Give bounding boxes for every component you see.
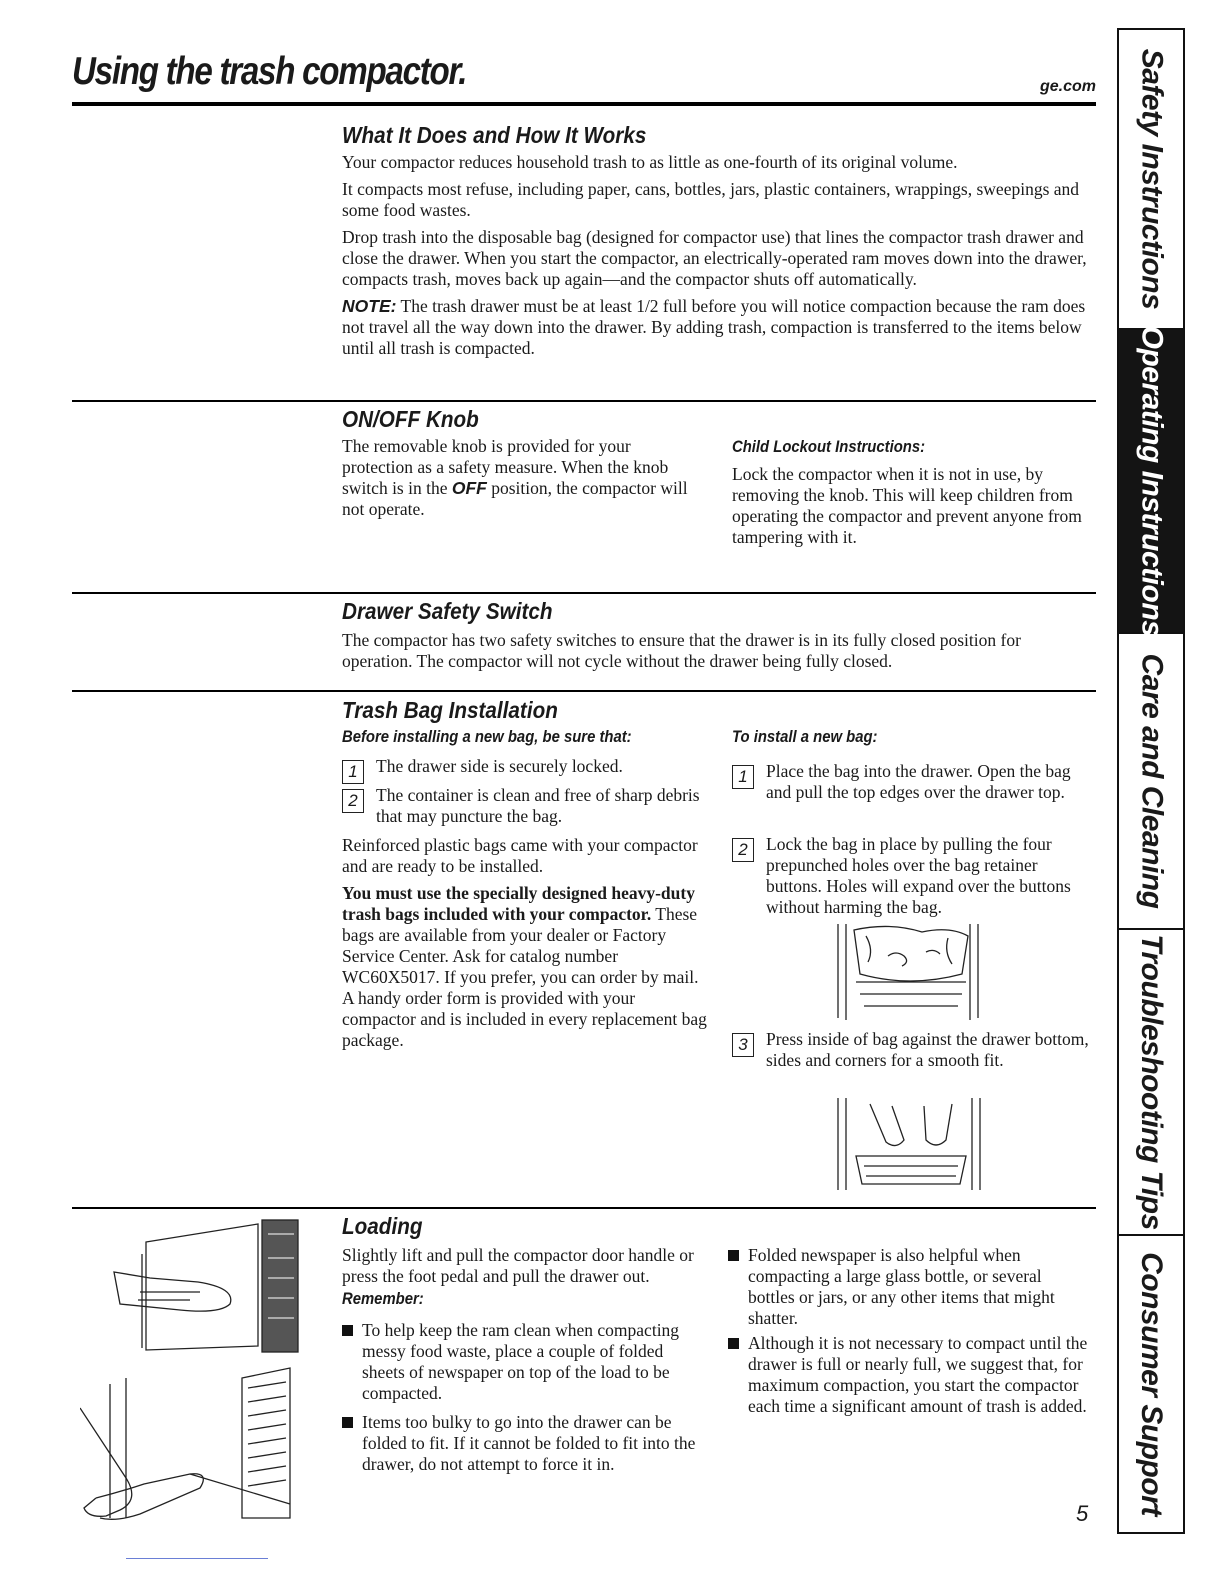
drawer-switch-body — [342, 630, 1094, 672]
site-url[interactable]: ge.com — [1040, 78, 1097, 95]
child-lockout-body — [732, 464, 1092, 548]
knob-body — [342, 436, 694, 520]
knob-text: The removable knob is provided for your protection as a safety measure. When the knob switch is in the OFF position, the compactor will not operate. — [342, 436, 688, 519]
note-label: NOTE: — [342, 296, 397, 316]
tab-consumer-support[interactable]: Consumer Support — [1135, 1252, 1169, 1516]
section-divider — [72, 592, 1096, 594]
what-it-does-body — [342, 152, 1094, 359]
step-number: 3 — [732, 1033, 754, 1057]
off-label: OFF — [451, 478, 487, 498]
page-number: 5 — [1076, 1501, 1089, 1526]
install-step-1: 1 Place the bag into the drawer. Open the bag and pull the top edges over the drawer top. — [732, 757, 1092, 803]
reinforced-text: Reinforced plastic bags came with your compactor and are ready to be installed. — [342, 835, 698, 876]
loading-left-body — [342, 1245, 704, 1475]
section-heading-loading: Loading — [342, 1213, 423, 1239]
install-heading: To install a new bag: — [732, 728, 878, 746]
step-number: 1 — [732, 765, 754, 789]
section-heading-knob: ON/OFF Knob — [342, 406, 479, 432]
install-step-3: 3 Press inside of bag against the drawer bottom, sides and corners for a smooth fit. — [732, 1025, 1092, 1071]
section-tabs — [1117, 28, 1185, 1534]
list-item: Folded newspaper is also helpful when compacting a large glass bottle, or several bottles or jars, or any other items that might shatter. — [728, 1245, 1090, 1329]
section-heading-what-it-does: What It Does and How It Works — [342, 122, 647, 148]
step-number: 1 — [342, 760, 364, 784]
loading-illustration — [80, 1218, 306, 1528]
tab-care-and-cleaning[interactable]: Care and Cleaning — [1119, 634, 1183, 930]
before-installing-heading: Before installing a new bag, be sure that: — [342, 728, 632, 746]
bag-install-illustration — [830, 922, 992, 1022]
what-para-3: Drop trash into the disposable bag (designed for compactor use) that lines the compactor trash drawer and close the drawer. When you start the compactor, an electrically-operated ram moves down into the drawer, compacts trash, moves back up again—and the compactor shuts off automatically. — [342, 227, 1087, 289]
bag-press-illustration — [830, 1096, 992, 1192]
must-use-text: You must use the specially designed heavy-duty trash bags included with your compactor. These bags are available from your dealer or Factory Service Center. Ask for catalog number WC60X5017. If you prefer, you can order by mail. A handy order form is provided with your compactor and is included in every replacement bag package. — [342, 883, 707, 1050]
loading-right-body — [728, 1245, 1090, 1417]
list-item: Items too bulky to go into the drawer can be folded to fit. If it cannot be folded to fit into the drawer, do not attempt to force it in. — [342, 1412, 704, 1475]
step-number: 2 — [342, 789, 364, 813]
install-step-2: 2 Lock the bag in place by pulling the four prepunched holes over the bag retainer buttons. Holes will expand over the buttons without harming the bag. — [732, 830, 1092, 918]
list-item: To help keep the ram clean when compacting messy food waste, place a couple of folded sheets of newspaper on top of the load to be compacted. — [342, 1320, 704, 1404]
child-lockout-text: Lock the compactor when it is not in use, by removing the knob. This will keep children from operating the compactor and prevent anyone from tampering with it. — [732, 464, 1082, 547]
section-heading-bag: Trash Bag Installation — [342, 697, 558, 723]
section-divider — [72, 400, 1096, 402]
tab-troubleshooting-tips[interactable]: Troubleshooting Tips — [1119, 930, 1183, 1236]
section-heading-drawer-switch: Drawer Safety Switch — [342, 598, 553, 624]
before-step: 2 The container is clean and free of sharp debris that may puncture the bag. — [342, 785, 712, 827]
remember-label: Remember: — [342, 1290, 424, 1308]
must-use-bold: You must use the specially designed heavy-duty trash bags included with your compactor. — [342, 883, 695, 924]
what-para-1: Your compactor reduces household trash to as little as one-fourth of its original volume. — [342, 152, 958, 172]
page-title: Using the trash compactor. — [72, 50, 467, 93]
section-divider — [72, 1207, 1096, 1209]
before-installing-body — [342, 752, 712, 1051]
header-rule — [72, 102, 1096, 106]
step-number: 2 — [732, 838, 754, 862]
section-divider — [72, 690, 1096, 692]
drawer-switch-text: The compactor has two safety switches to ensure that the drawer is in its fully closed position for operation. The compactor will not cycle without the drawer being fully closed. — [342, 630, 1021, 671]
loading-intro: Slightly lift and pull the compactor door handle or press the foot pedal and pull the drawer out. — [342, 1245, 694, 1286]
what-note — [342, 296, 1094, 359]
list-item: Although it is not necessary to compact until the drawer is full or nearly full, we suggest that, for maximum compaction, you start the compactor each time a significant amount of trash is added. — [728, 1333, 1090, 1417]
footer-link-underline — [126, 1558, 268, 1559]
what-para-2: It compacts most refuse, including paper, cans, bottles, jars, plastic containers, wrappings, sweepings and some food wastes. — [342, 179, 1080, 220]
before-step: 1 The drawer side is securely locked. — [342, 756, 712, 777]
tab-operating-instructions[interactable]: Operating Instructions — [1119, 330, 1183, 634]
note-text: The trash drawer must be at least 1/2 full before you will notice compaction because the ram does not travel all the way down into the drawer. By adding trash, compaction is transferred to the items below until all trash is compacted. — [342, 296, 1086, 358]
child-lockout-heading: Child Lockout Instructions: — [732, 438, 926, 456]
tab-safety-instructions[interactable]: Safety Instructions — [1119, 30, 1183, 330]
